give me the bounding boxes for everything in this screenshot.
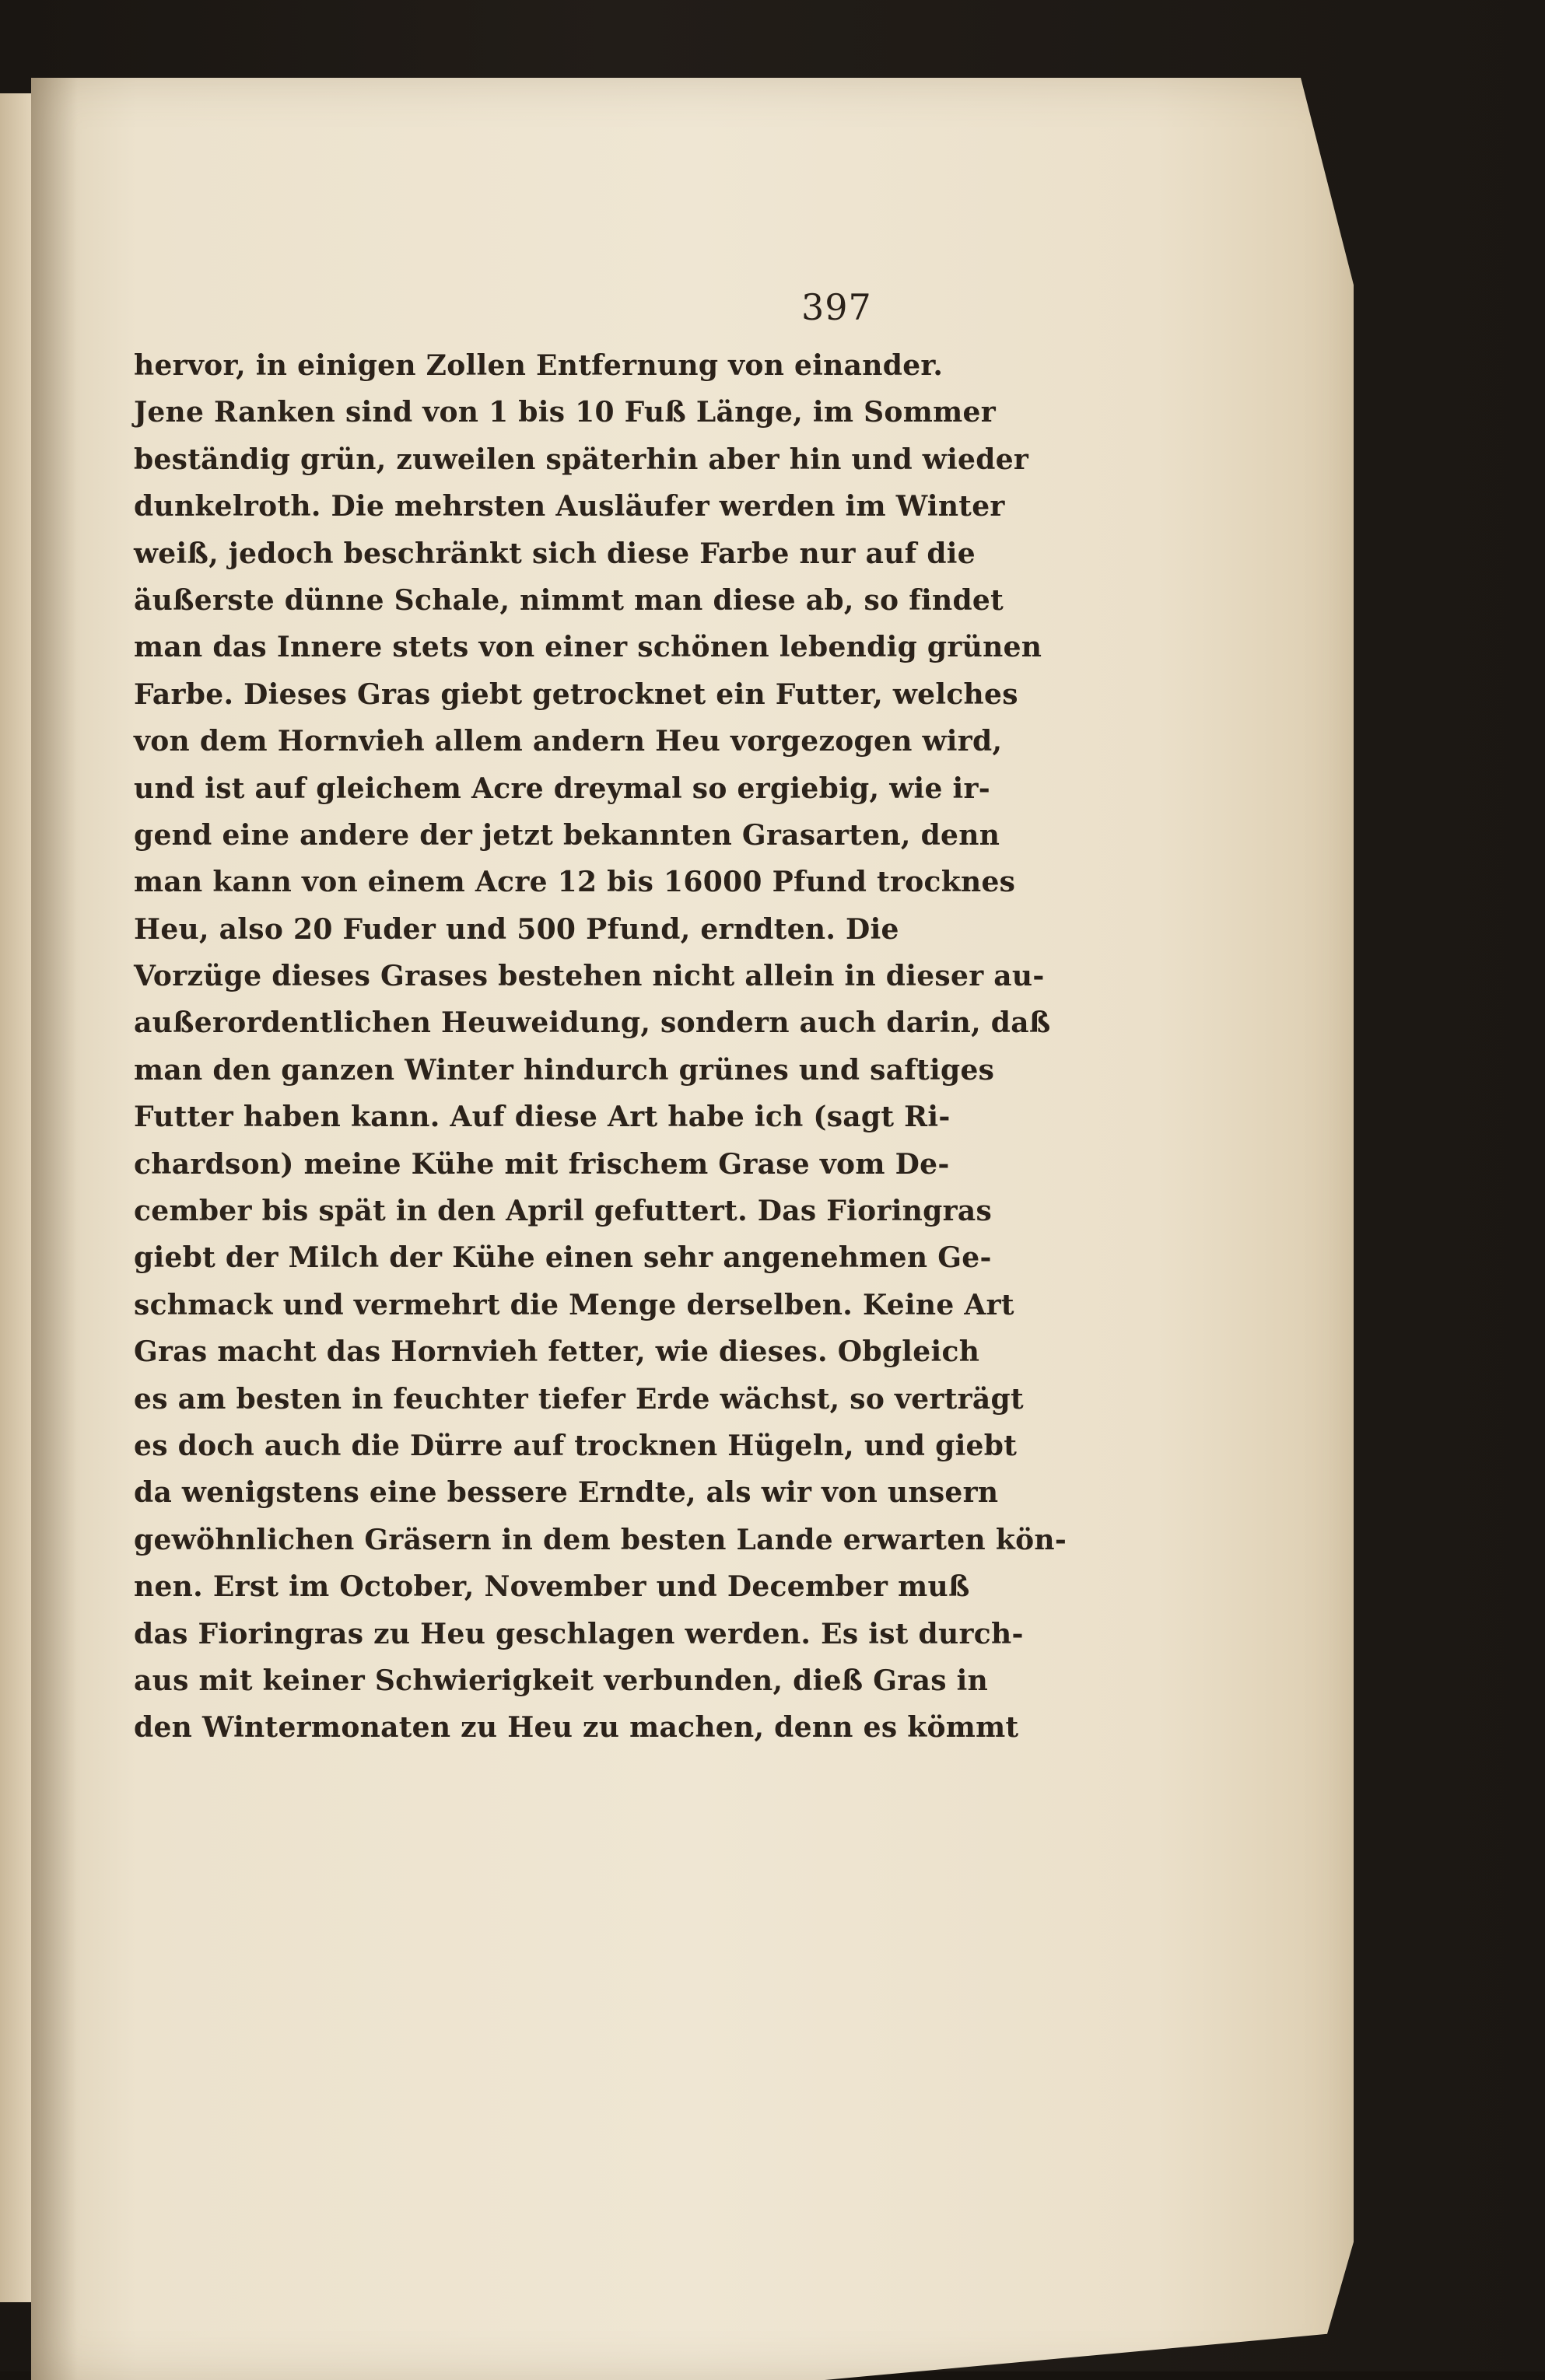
text-line: gewöhnlichen Gräsern in dem besten Lande erwarten kön- [134, 1523, 1067, 1556]
text-line: den Wintermonaten zu Heu zu machen, denn es kömmt [134, 1711, 1019, 1745]
text-line: äußerste dünne Schale, nimmt man diese ab, so findet [134, 583, 1004, 617]
text-line: hervor, in einigen Zollen Entfernung von einander. [134, 349, 944, 382]
text-line: Vorzüge dieses Grases bestehen nicht allein in dieser au- [134, 960, 1045, 993]
text-line: man den ganzen Winter hindurch grünes und saftiges [134, 1053, 995, 1087]
page-number: 397 [801, 286, 872, 328]
text-line: chardson) meine Kühe mit frischem Grase vom De- [134, 1147, 950, 1181]
text-line: man kann von einem Acre 12 bis 16000 Pfund trocknes [134, 866, 1016, 899]
text-line: man das Innere stets von einer schönen lebendig grünen [134, 631, 1042, 664]
text-line: Gras macht das Hornvieh fetter, wie dieses. Obgleich [134, 1335, 980, 1369]
text-line: cember bis spät in den April gefuttert. Das Fioringras [134, 1195, 993, 1228]
text-line: dunkelroth. Die mehrsten Ausläufer werden im Winter [134, 490, 1005, 523]
gutter-shadow [31, 78, 78, 2380]
text-line: beständig grün, zuweilen späterhin aber hin und wieder [134, 443, 1029, 476]
text-line: nen. Erst im October, November und December muß [134, 1570, 970, 1604]
body-text [134, 342, 1067, 1752]
text-line: es doch auch die Dürre auf trocknen Hügeln, und giebt [134, 1429, 1018, 1462]
text-line: aus mit keiner Schwierigkeit verbunden, dieß Gras in [134, 1664, 989, 1697]
text-line: Futter haben kann. Auf diese Art habe ich (sagt Ri- [134, 1101, 951, 1134]
text-line: von dem Hornvieh allem andern Heu vorgezogen wird, [134, 725, 1003, 758]
text-line: da wenigstens eine bessere Erndte, als wir von unsern [134, 1476, 999, 1510]
text-line: Farbe. Dieses Gras giebt getrocknet ein Futter, welches [134, 677, 1018, 711]
text-line: Heu, also 20 Fuder und 500 Pfund, erndten. Die [134, 912, 899, 946]
text-line: und ist auf gleichem Acre dreymal so ergiebig, wie ir- [134, 772, 990, 805]
text-line: das Fioringras zu Heu geschlagen werden. Es ist durch- [134, 1617, 1024, 1650]
text-line: es am besten in feuchter tiefer Erde wächst, so verträgt [134, 1382, 1024, 1416]
text-line: schmack und vermehrt die Menge derselben. Keine Art [134, 1288, 1014, 1321]
text-line: weiß, jedoch beschränkt sich diese Farbe nur auf die [134, 537, 976, 570]
text-line: Jene Ranken sind von 1 bis 10 Fuß Länge, im Sommer [134, 396, 996, 429]
text-line: außerordentlichen Heuweidung, sondern auch darin, daß [134, 1006, 1051, 1040]
text-line: gend eine andere der jetzt bekannten Grasarten, denn [134, 818, 1000, 852]
text-line: giebt der Milch der Kühe einen sehr angenehmen Ge- [134, 1241, 992, 1275]
